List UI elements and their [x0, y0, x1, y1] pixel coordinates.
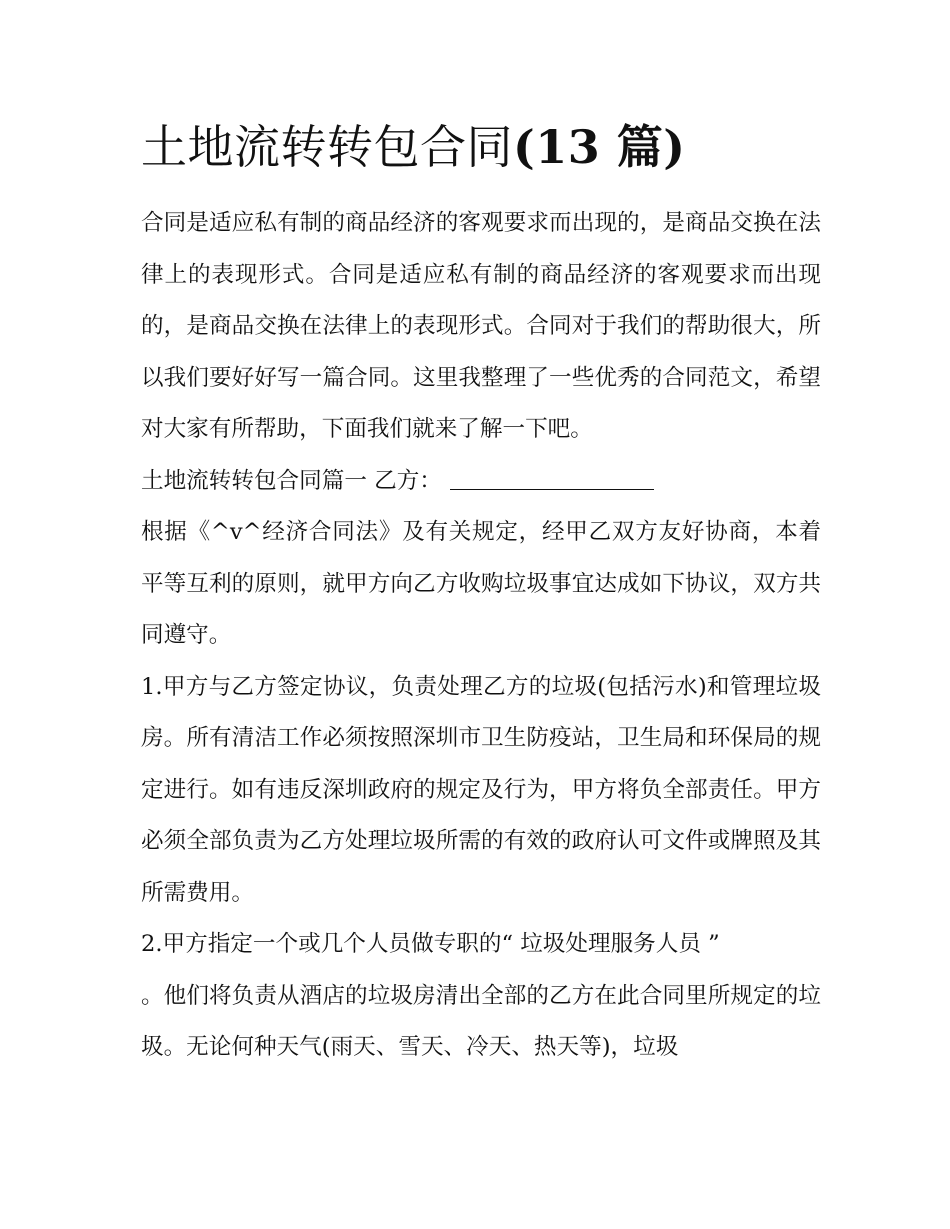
document-title — [141, 112, 841, 182]
party-b-blank-line — [450, 467, 654, 490]
clause-2-continuation: 。他们将负责从酒店的垃圾房清出全部的乙方在此合同里所规定的垃圾。无论何种天气(雨天、雪天、冷天、热天等)，垃圾 — [141, 982, 821, 1060]
document-body — [141, 198, 821, 1074]
intro-paragraph: 合同是适应私有制的商品经济的客观要求而出现的，是商品交换在法律上的表现形式。合同是适应私有制的商品经济的客观要求而出现的，是商品交换在法律上的表现形式。合同对于我们的帮助很大，所以我们要好好写一篇合同。这里我整理了一些优秀的合同范文，希望对大家有所帮助，下面我们就来了解一下吧。 — [141, 210, 821, 442]
clause-1-paragraph: 1.甲方与乙方签定协议，负责处理乙方的垃圾(包括污水)和管理垃圾房。所有清洁工作必须按照深圳市卫生防疫站，卫生局和环保局的规定进行。如有违反深圳政府的规定及行为，甲方将负全部责任。甲方必须全部负责为乙方处理垃圾所需的有效的政府认可文件或牌照及其所需费用。 — [141, 673, 821, 906]
clause-2-first-line: 2.甲方指定一个或几个人员做专职的“ 垃圾处理服务人员 ” — [141, 931, 720, 957]
section-heading: 土地流转转包合同篇一 乙方： — [141, 467, 442, 494]
basis-paragraph: 根据《^v^经济合同法》及有关规定，经甲乙双方友好协商，本着平等互利的原则，就甲方向乙方收购垃圾事宜达成如下协议，双方共同遵守。 — [141, 519, 821, 648]
section-heading-line — [141, 456, 821, 508]
title-count: (13 篇) — [513, 120, 686, 174]
title-main: 土地流转转包合同 — [141, 120, 513, 174]
